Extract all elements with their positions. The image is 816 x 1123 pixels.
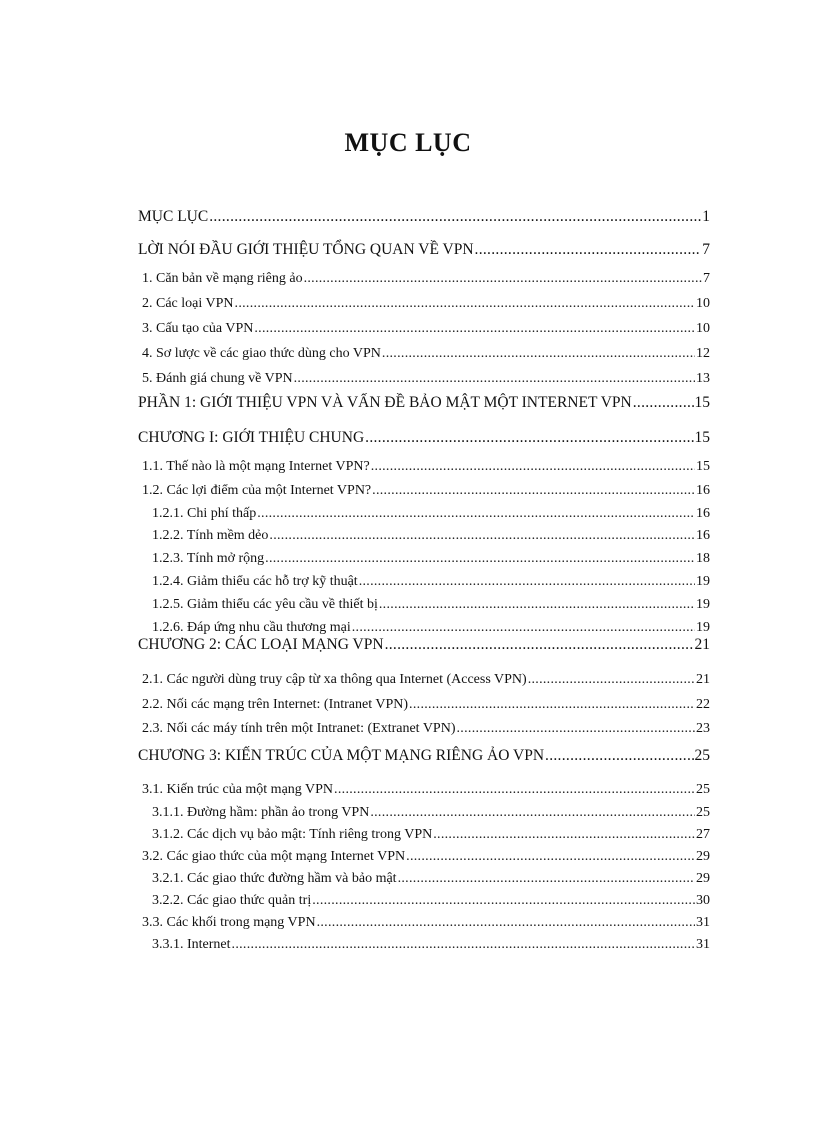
- toc-leader-dots: [528, 671, 695, 689]
- toc-entry-page: 16: [696, 506, 710, 521]
- toc-entry-page: 27: [696, 827, 710, 842]
- toc-entry[interactable]: [138, 914, 710, 932]
- toc-entry-title: 1.2.4. Giảm thiểu các hỗ trợ kỹ thuật: [152, 574, 358, 589]
- toc-entry-title: PHẦN 1: GIỚI THIỆU VPN VÀ VẤN ĐỀ BẢO MẬT MỘT INTERNET VPN: [138, 394, 632, 411]
- toc-entry-page: 10: [696, 296, 710, 311]
- toc-entry-title: 2.2. Nối các mạng trên Internet: (Intranet VPN): [142, 697, 409, 712]
- toc-entry[interactable]: [138, 870, 710, 888]
- toc-entry-page: 30: [696, 893, 710, 908]
- toc-entry-page: 29: [696, 871, 710, 886]
- toc-entry-title: 3.3.1. Internet: [152, 937, 231, 952]
- toc-entry-title: 1.1. Thế nào là một mạng Internet VPN?: [142, 459, 370, 474]
- toc-entry[interactable]: [138, 370, 710, 388]
- toc-entry-page: 1: [702, 208, 710, 225]
- toc-entry-title: 1.2. Các lợi điểm của một Internet VPN?: [142, 483, 372, 498]
- toc-leader-dots: [398, 870, 695, 888]
- toc-entry-title: 4. Sơ lược về các giao thức dùng cho VPN: [142, 346, 381, 361]
- toc-entry-page: 7: [702, 241, 710, 258]
- toc-entry-page: 16: [696, 483, 710, 498]
- toc-leader-dots: [382, 345, 695, 363]
- toc-entry[interactable]: [138, 848, 710, 866]
- toc-leader-dots: [209, 208, 701, 226]
- toc-leader-dots: [254, 320, 695, 338]
- toc-leader-dots: [371, 458, 695, 476]
- toc-entry-page: 22: [696, 697, 710, 712]
- toc-entry-title: 1. Căn bản về mạng riêng ảo: [142, 271, 303, 286]
- toc-leader-dots: [475, 241, 702, 259]
- toc-entry[interactable]: [138, 636, 710, 654]
- toc-entry[interactable]: [138, 671, 710, 689]
- toc-entry-title: 3.2.2. Các giao thức quản trị: [152, 893, 312, 908]
- toc-entry-page: 21: [694, 636, 710, 653]
- toc-entry[interactable]: [138, 505, 710, 523]
- toc-entry-page: 15: [696, 459, 710, 474]
- toc-entry-page: 31: [696, 915, 710, 930]
- toc-entry-title: 3.1.1. Đường hầm: phần ảo trong VPN: [152, 805, 370, 820]
- toc-entry-page: 25: [696, 782, 710, 797]
- toc-leader-dots: [312, 892, 695, 910]
- toc-entry[interactable]: [138, 550, 710, 568]
- toc-entry[interactable]: [138, 429, 710, 447]
- toc-entry-title: 2.1. Các người dùng truy cập từ xa thông qua Internet (Access VPN): [142, 672, 527, 687]
- toc-entry[interactable]: [138, 208, 710, 226]
- toc-entry-title: 2. Các loại VPN: [142, 296, 234, 311]
- toc-entry-title: CHƯƠNG 2: CÁC LOẠI MẠNG VPN: [138, 636, 384, 653]
- toc-entry-title: MỤC LỤC: [138, 208, 209, 225]
- toc-entry-page: 19: [696, 597, 710, 612]
- toc-leader-dots: [352, 619, 695, 637]
- toc-entry[interactable]: [138, 826, 710, 844]
- toc-entry-page: 16: [696, 528, 710, 543]
- toc-entry[interactable]: [138, 458, 710, 476]
- toc-leader-dots: [409, 696, 695, 714]
- toc-entry-title: 3.1. Kiến trúc của một mạng VPN: [142, 782, 334, 797]
- toc-entry[interactable]: [138, 747, 710, 765]
- toc-entry-title: 3.2.1. Các giao thức đường hầm và bảo mật: [152, 871, 397, 886]
- toc-entry-title: 1.2.2. Tính mềm dẻo: [152, 528, 269, 543]
- toc-entry-title: 1.2.3. Tính mở rộng: [152, 551, 265, 566]
- toc-entry-page: 25: [694, 747, 710, 764]
- toc-leader-dots: [385, 636, 694, 654]
- toc-leader-dots: [365, 429, 693, 447]
- toc-entry[interactable]: [138, 345, 710, 363]
- toc-entry-title: CHƯƠNG 3: KIẾN TRÚC CỦA MỘT MẠNG RIÊNG ẢO VPN: [138, 747, 545, 764]
- toc-entry[interactable]: [138, 619, 710, 637]
- toc-entry[interactable]: [138, 270, 710, 288]
- toc-leader-dots: [372, 482, 695, 500]
- toc-entry[interactable]: [138, 241, 710, 259]
- toc-entry-page: 31: [696, 937, 710, 952]
- toc-leader-dots: [257, 505, 695, 523]
- toc-entry-title: LỜI NÓI ĐẦU GIỚI THIỆU TỔNG QUAN VỀ VPN: [138, 241, 474, 258]
- toc-entry[interactable]: [138, 320, 710, 338]
- toc-leader-dots: [433, 826, 695, 844]
- toc-entry-title: 2.3. Nối các máy tính trên một Intranet: (Extranet VPN): [142, 721, 456, 736]
- toc-leader-dots: [406, 848, 695, 866]
- toc-leader-dots: [304, 270, 702, 288]
- toc-entry-title: 1.2.6. Đáp ứng nhu cầu thương mại: [152, 620, 351, 635]
- toc-entry-page: 19: [696, 620, 710, 635]
- toc-leader-dots: [370, 804, 695, 822]
- toc-entry[interactable]: [138, 936, 710, 954]
- toc-entry-page: 25: [696, 805, 710, 820]
- toc-leader-dots: [633, 394, 694, 412]
- toc-leader-dots: [232, 936, 695, 954]
- toc-entry-title: 1.2.5. Giảm thiểu các yêu cầu về thiết bị: [152, 597, 378, 612]
- toc-entry-page: 12: [696, 346, 710, 361]
- toc-entry-page: 10: [696, 321, 710, 336]
- toc-leader-dots: [457, 720, 696, 738]
- toc-entry-page: 29: [696, 849, 710, 864]
- toc-entry[interactable]: [138, 892, 710, 910]
- toc-entry[interactable]: [138, 804, 710, 822]
- page-title: MỤC LỤC: [344, 128, 472, 157]
- toc-entry[interactable]: [138, 781, 710, 799]
- toc-entry[interactable]: [138, 527, 710, 545]
- toc-entry-page: 15: [694, 429, 710, 446]
- toc-entry-page: 15: [694, 394, 710, 411]
- toc-entry-page: 18: [696, 551, 710, 566]
- toc-entry[interactable]: [138, 295, 710, 313]
- toc-entry[interactable]: [138, 596, 710, 614]
- toc-leader-dots: [235, 295, 695, 313]
- toc-leader-dots: [359, 573, 695, 591]
- toc-entry-page: 19: [696, 574, 710, 589]
- toc-entry-title: 3.1.2. Các dịch vụ bảo mật: Tính riêng trong VPN: [152, 827, 433, 842]
- toc-entry-page: 21: [696, 672, 710, 687]
- toc-entry-title: 3.3. Các khối trong mạng VPN: [142, 915, 316, 930]
- toc-leader-dots: [294, 370, 695, 388]
- toc-entry[interactable]: [138, 573, 710, 591]
- toc-entry-page: 13: [696, 371, 710, 386]
- toc-entry-title: 3. Cấu tạo của VPN: [142, 321, 254, 336]
- toc-entry-title: 3.2. Các giao thức của một mạng Internet VPN: [142, 849, 406, 864]
- toc-entry-page: 7: [703, 271, 710, 286]
- toc-leader-dots: [334, 781, 695, 799]
- toc-leader-dots: [317, 914, 695, 932]
- toc-entry[interactable]: [138, 394, 710, 412]
- toc-leader-dots: [269, 527, 695, 545]
- toc-entry-page: 23: [696, 721, 710, 736]
- toc-leader-dots: [545, 747, 693, 765]
- toc-entry-title: CHƯƠNG I: GIỚI THIỆU CHUNG: [138, 429, 365, 446]
- toc-entry[interactable]: [138, 696, 710, 714]
- toc-entry[interactable]: [138, 482, 710, 500]
- toc-entry-title: 1.2.1. Chi phí thấp: [152, 506, 257, 521]
- toc-entry[interactable]: [138, 720, 710, 738]
- toc-leader-dots: [379, 596, 695, 614]
- toc-leader-dots: [265, 550, 695, 568]
- toc-entry-title: 5. Đánh giá chung về VPN: [142, 371, 293, 386]
